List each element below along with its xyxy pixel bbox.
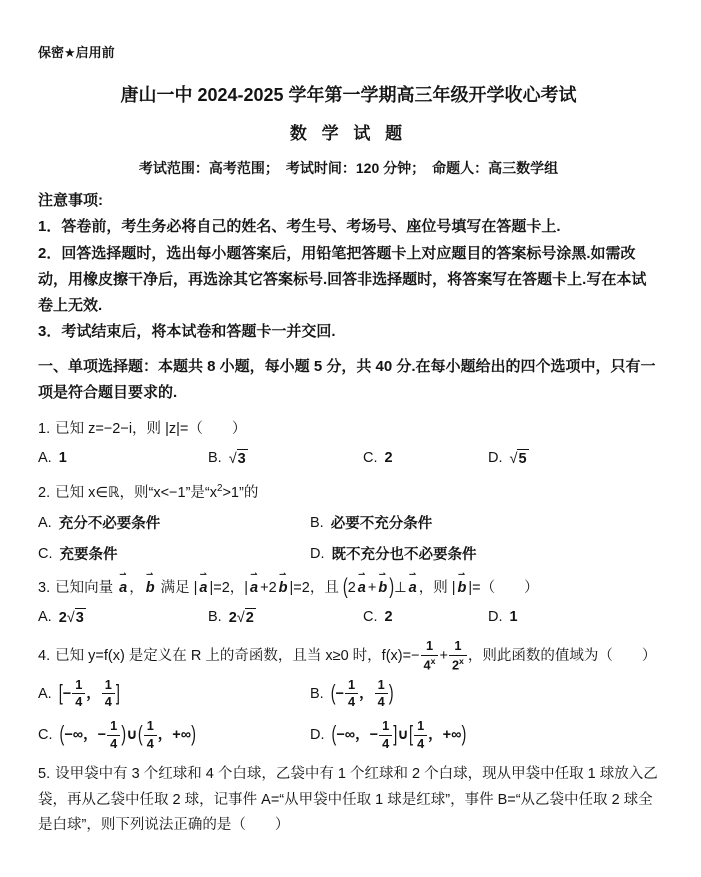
vector-arrow-icon: ⇀ (278, 569, 287, 580)
question-stem (38, 417, 659, 442)
vector: ⇀ b (457, 569, 467, 596)
question-stem (38, 480, 659, 506)
big-bracket: ) (461, 722, 467, 747)
option-D (488, 606, 659, 628)
question-3 (38, 569, 659, 628)
option-text: 2 (384, 608, 393, 625)
option-text: 充要条件 (59, 547, 118, 564)
big-bracket: ) (388, 681, 394, 706)
option-label: A. (38, 450, 52, 467)
exam-title: 唐山一中 2024-2025 学年第一学期高三年级开学收心考试 (120, 85, 577, 105)
option-text: 1 (58, 450, 67, 467)
question-2 (38, 480, 659, 564)
question-1 (38, 417, 659, 469)
option-label: C. (38, 727, 53, 744)
fraction: $\frac{1}{4}$ (414, 719, 427, 751)
exam-subtitle: 数 学 试 题 (289, 124, 408, 143)
vector: ⇀ a (199, 569, 208, 596)
fraction: $\frac{1}{4}$ (72, 678, 85, 710)
question-number: 2. (38, 485, 51, 502)
square-root: √3 (66, 609, 84, 626)
notice-item-3: 3．考试结束后，将本试卷和答题卡一并交回. (38, 323, 336, 341)
superscript: 2 (216, 483, 223, 495)
confidential-label: 保密★启用前 (38, 45, 115, 60)
question-stem (38, 762, 659, 838)
option-D (488, 447, 659, 469)
vector: ⇀ a (408, 569, 417, 596)
vector-arrow-icon: ⇀ (146, 569, 154, 580)
question-text: 已知向量 ⇀ a ， ⇀ b 满足 | ⇀ a |=2，| ⇀ a +2 ⇀ b |=2，且 (2 ⇀ a + ⇀ b )⊥ ⇀ a ，则 | ⇀ b |=（ ） (55, 580, 539, 596)
option-label: A. (38, 608, 52, 625)
option-label: D. (488, 450, 503, 467)
option-label: B. (208, 450, 222, 467)
question-text: 已知 x∈ℝ，则“x<−1”是“$x^2>1$”的 (55, 483, 259, 502)
option-C (38, 719, 310, 751)
option-A (38, 512, 310, 534)
vector-arrow-icon: ⇀ (408, 569, 417, 580)
superscript: x (459, 655, 464, 666)
exam-meta-line: 考试范围：高考范围； 考试时间：120 分钟； 命题人：高三数学组 (138, 160, 559, 176)
fraction: $\frac{1}{4^x}$ (421, 639, 439, 673)
fraction: $\frac{1}{4}$ (144, 719, 157, 751)
square-root: √3 (228, 451, 246, 468)
option-A (38, 606, 208, 628)
option-D (310, 719, 659, 751)
question-options (38, 678, 659, 752)
option-label: A. (38, 685, 52, 702)
vector-arrow-icon: ⇀ (250, 569, 258, 580)
option-A (38, 678, 310, 710)
big-bracket: ( (331, 722, 337, 747)
option-D (310, 543, 659, 565)
option-text: 2√3 (58, 609, 84, 626)
option-text (229, 449, 248, 468)
option-text: 1 (509, 608, 518, 625)
big-bracket: ( (342, 575, 348, 600)
option-A (38, 447, 208, 469)
vector-arrow-icon: ⇀ (119, 569, 127, 580)
questions-list (38, 417, 659, 838)
fraction: $\frac{1}{4}$ (345, 678, 358, 710)
option-B (208, 447, 363, 469)
option-label: C. (363, 608, 378, 625)
option-text: 充分不必要条件 (58, 516, 161, 533)
big-bracket: ) (191, 722, 196, 747)
big-bracket: ( (137, 722, 143, 747)
option-text: 既不充分也不必要条件 (331, 547, 477, 564)
option-text (510, 449, 529, 468)
option-text: (− $\frac{1}{4}$ ， $\frac{1}{4}$ ) (330, 676, 394, 710)
option-label: A. (38, 514, 52, 531)
question-number: 5. (38, 766, 51, 783)
question-text: 已知 y=f(x) 是定义在 R 上的奇函数，且当 x≥0 时，f(x)=− $\frac{1}{4^x}$ + $\frac{1}{2^x}$ ，则此函数的值域为（ ） (55, 637, 657, 672)
question-options (38, 447, 659, 469)
vector-arrow-icon: ⇀ (457, 569, 466, 580)
notice-item-1: 1．答卷前，考生务必将自己的姓名、考生号、考场号、座位号填写在答题卡上. (38, 218, 561, 236)
big-bracket: [ (409, 722, 414, 747)
question-number: 4. (38, 647, 51, 664)
option-label: B. (310, 685, 324, 702)
vector-arrow-icon: ⇀ (357, 569, 366, 580)
option-B (208, 606, 363, 628)
question-text: 已知 z=−2−i，则 |z|=（ ） (55, 421, 247, 437)
option-C (38, 543, 310, 565)
option-C (363, 447, 488, 469)
question-number: 3. (38, 579, 51, 596)
question-stem (38, 569, 659, 601)
option-label: D. (310, 727, 325, 744)
question-4 (38, 639, 659, 751)
big-bracket: ) (389, 575, 395, 600)
notice-heading: 注意事项: (38, 192, 103, 209)
fraction: $\frac{1}{4}$ (107, 719, 120, 751)
fraction: $\frac{1}{4}$ (379, 719, 392, 751)
option-label: B. (310, 514, 324, 531)
option-text: 2√2 (228, 609, 254, 626)
option-label: C. (363, 450, 378, 467)
vector: ⇀ b (278, 569, 288, 596)
fraction: $\frac{1}{2^x}$ (449, 639, 467, 673)
fraction: $\frac{1}{4}$ (102, 678, 115, 710)
vector: ⇀ b (378, 569, 388, 596)
question-options (38, 512, 659, 565)
option-text: (−∞，− $\frac{1}{4}$ )∪( $\frac{1}{4}$ ，+∞) (59, 717, 196, 751)
vector: ⇀ a (250, 569, 259, 596)
question-stem (38, 639, 659, 673)
square-root: √2 (236, 609, 254, 626)
question-options (38, 606, 659, 628)
notice-section (38, 188, 659, 346)
superscript: x (430, 655, 436, 666)
option-text: (−∞，− $\frac{1}{4}$ ]∪[ $\frac{1}{4}$ ，+∞) (331, 717, 467, 751)
option-label: D. (310, 545, 325, 562)
option-B (310, 512, 659, 534)
square-root: √5 (509, 451, 527, 468)
big-bracket: ) (121, 722, 127, 747)
big-bracket: ] (393, 722, 398, 747)
vector: ⇀ b (145, 569, 155, 596)
vector-arrow-icon: ⇀ (378, 569, 386, 580)
big-bracket: ( (330, 681, 336, 706)
option-label: D. (488, 608, 503, 625)
big-bracket: ] (115, 681, 120, 706)
vector: ⇀ a (119, 569, 128, 596)
option-B (310, 678, 659, 710)
question-5 (38, 762, 659, 838)
option-text: [− $\frac{1}{4}$ ， $\frac{1}{4}$ ] (58, 676, 120, 710)
option-label: B. (208, 608, 222, 625)
question-number: 1. (38, 421, 51, 437)
big-bracket: [ (58, 681, 63, 706)
option-label: C. (38, 545, 53, 562)
vector-arrow-icon: ⇀ (199, 569, 207, 580)
big-bracket: ( (59, 722, 65, 747)
fraction: $\frac{1}{4}$ (375, 678, 388, 710)
option-C (363, 606, 488, 628)
notice-item-2: 2．回答选择题时，选出每小题答案后，用铅笔把答题卡上对应题目的答案标号涂黑.如需改动，用橡皮擦干净后，再选涂其它答案标号.回答非选择题时，将答案写在答题卡上.写在本试卷上无效. (38, 244, 647, 314)
section-heading: 一、单项选择题：本题共 8 小题，每小题 5 分，共 40 分.在每小题给出的四个选项中，只有一项是符合题目要求的. (38, 357, 656, 401)
option-text: 必要不充分条件 (330, 516, 433, 533)
option-text: 2 (384, 450, 393, 467)
question-text: 设甲袋中有 3 个红球和 4 个白球，乙袋中有 1 个红球和 2 个白球，现从甲袋中任取 1 球放入乙袋，再从乙袋中任取 2 球，记事件 A=“从甲袋中任取 1 球是红球”，事件 B=“从乙袋中任取 2 球全是白球”，则下列说法正确的是（ ） (38, 766, 658, 833)
vector: ⇀ a (357, 569, 366, 596)
